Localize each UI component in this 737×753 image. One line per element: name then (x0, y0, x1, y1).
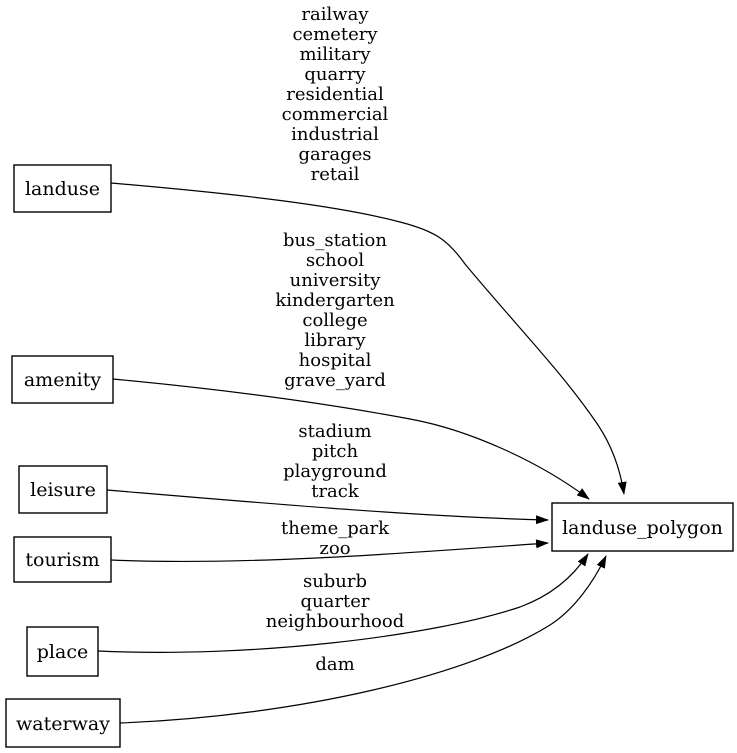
edge-label: university (289, 270, 381, 291)
edge-label: residential (286, 84, 384, 105)
edge-labels-leisure (283, 421, 387, 502)
edge-labels-waterway (315, 654, 354, 675)
node-label: tourism (25, 549, 100, 571)
edge-labels-tourism (281, 518, 390, 559)
edge-label: cemetery (292, 24, 378, 45)
edge-label: zoo (319, 538, 351, 559)
edge-label: railway (301, 4, 369, 25)
node-leisure (19, 466, 107, 513)
edge-label: playground (283, 461, 387, 482)
edge-label: pitch (311, 441, 359, 462)
edge-label: commercial (281, 104, 389, 125)
node-tourism (14, 537, 111, 582)
node-place (27, 627, 98, 676)
edge-labels-amenity (275, 230, 395, 391)
edge-label: neighbourhood (265, 611, 405, 632)
edge-label: suburb (302, 571, 368, 592)
edge-label: hospital (298, 350, 372, 371)
node-landuse (14, 165, 111, 212)
edge-label: military (299, 44, 371, 65)
edge-label: school (305, 250, 365, 271)
node-label: waterway (16, 713, 110, 735)
edge-label: quarry (304, 64, 366, 85)
edge-label: track (311, 481, 359, 502)
edge-labels-place (266, 571, 404, 632)
node-waterway (6, 699, 120, 747)
node-landuse-polygon (552, 503, 733, 551)
edge-label: quarter (300, 591, 370, 612)
edge-labels-landuse (282, 4, 389, 185)
edge-label: retail (310, 164, 360, 185)
node-label: place (36, 641, 89, 663)
node-label: leisure (30, 479, 96, 501)
edge-label: theme_park (281, 518, 389, 539)
node-label: amenity (23, 369, 102, 391)
edge-label: dam (315, 654, 355, 675)
edge-label: grave_yard (284, 370, 386, 391)
edge-label: college (302, 310, 368, 331)
node-amenity (12, 356, 113, 403)
edge-label: stadium (298, 421, 372, 442)
edge-label: library (304, 330, 366, 351)
node-label: landuse (24, 178, 101, 200)
edge-label: bus_station (283, 230, 387, 251)
edge-label: garages (298, 144, 372, 165)
edge-label: industrial (291, 124, 379, 145)
edge-label: kindergarten (275, 290, 395, 311)
node-label: landuse_polygon (562, 517, 723, 539)
